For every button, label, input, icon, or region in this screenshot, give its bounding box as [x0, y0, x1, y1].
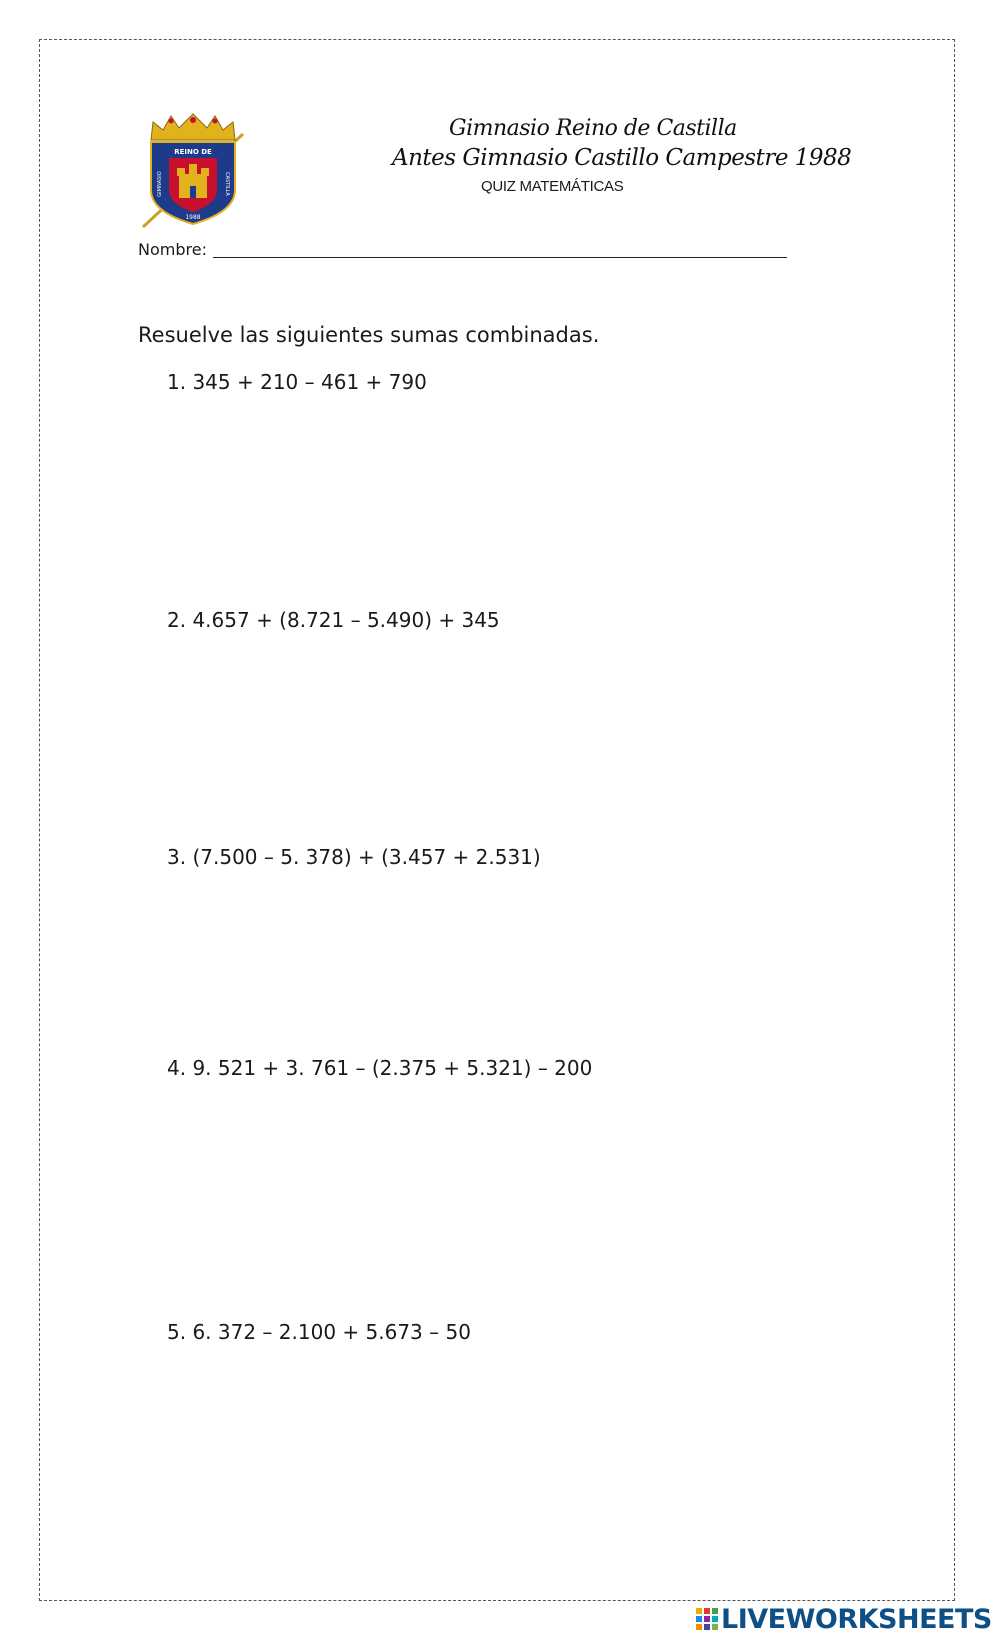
problem-3: [167, 845, 541, 869]
crest-right-text: CASTILLA: [224, 172, 230, 196]
problem-number: 4.: [167, 1056, 187, 1080]
crest-year-text: 1988: [185, 214, 201, 221]
worksheet-border: [39, 39, 955, 1601]
problem-4: [167, 1056, 592, 1080]
crest-left-text: GIMNASIO: [157, 171, 163, 197]
liveworksheets-logo-icon: [695, 1607, 719, 1631]
problem-2: [167, 608, 500, 632]
school-subtitle: Antes Gimnasio Castillo Campestre 1988: [392, 145, 852, 171]
problem-number: 1.: [167, 370, 187, 394]
brand-name: LIVEWORKSHEETS: [721, 1603, 992, 1635]
problem-expression: 345 + 210 – 461 + 790: [192, 370, 427, 394]
problem-expression: 4.657 + (8.721 – 5.490) + 345: [192, 608, 500, 632]
problem-1: [167, 370, 427, 394]
name-label: Nombre:: [138, 240, 207, 259]
school-name: Gimnasio Reino de Castilla: [449, 116, 737, 141]
crest-top-text: REINO DE: [174, 148, 212, 156]
quiz-title: QUIZ MATEMÁTICAS: [481, 178, 624, 195]
problem-number: 2.: [167, 608, 187, 632]
problem-5: [167, 1320, 471, 1344]
problem-number: 3.: [167, 845, 187, 869]
instructions: Resuelve las siguientes sumas combinadas.: [138, 323, 600, 347]
liveworksheets-brand[interactable]: [695, 1604, 992, 1634]
problem-expression: (7.500 – 5. 378) + (3.457 + 2.531): [192, 845, 541, 869]
name-input-line[interactable]: [213, 257, 787, 258]
problem-expression: 9. 521 + 3. 761 – (2.375 + 5.321) – 200: [192, 1056, 593, 1080]
school-crest-icon: [139, 112, 247, 229]
problem-number: 5.: [167, 1320, 187, 1344]
problem-expression: 6. 372 – 2.100 + 5.673 – 50: [192, 1320, 471, 1344]
